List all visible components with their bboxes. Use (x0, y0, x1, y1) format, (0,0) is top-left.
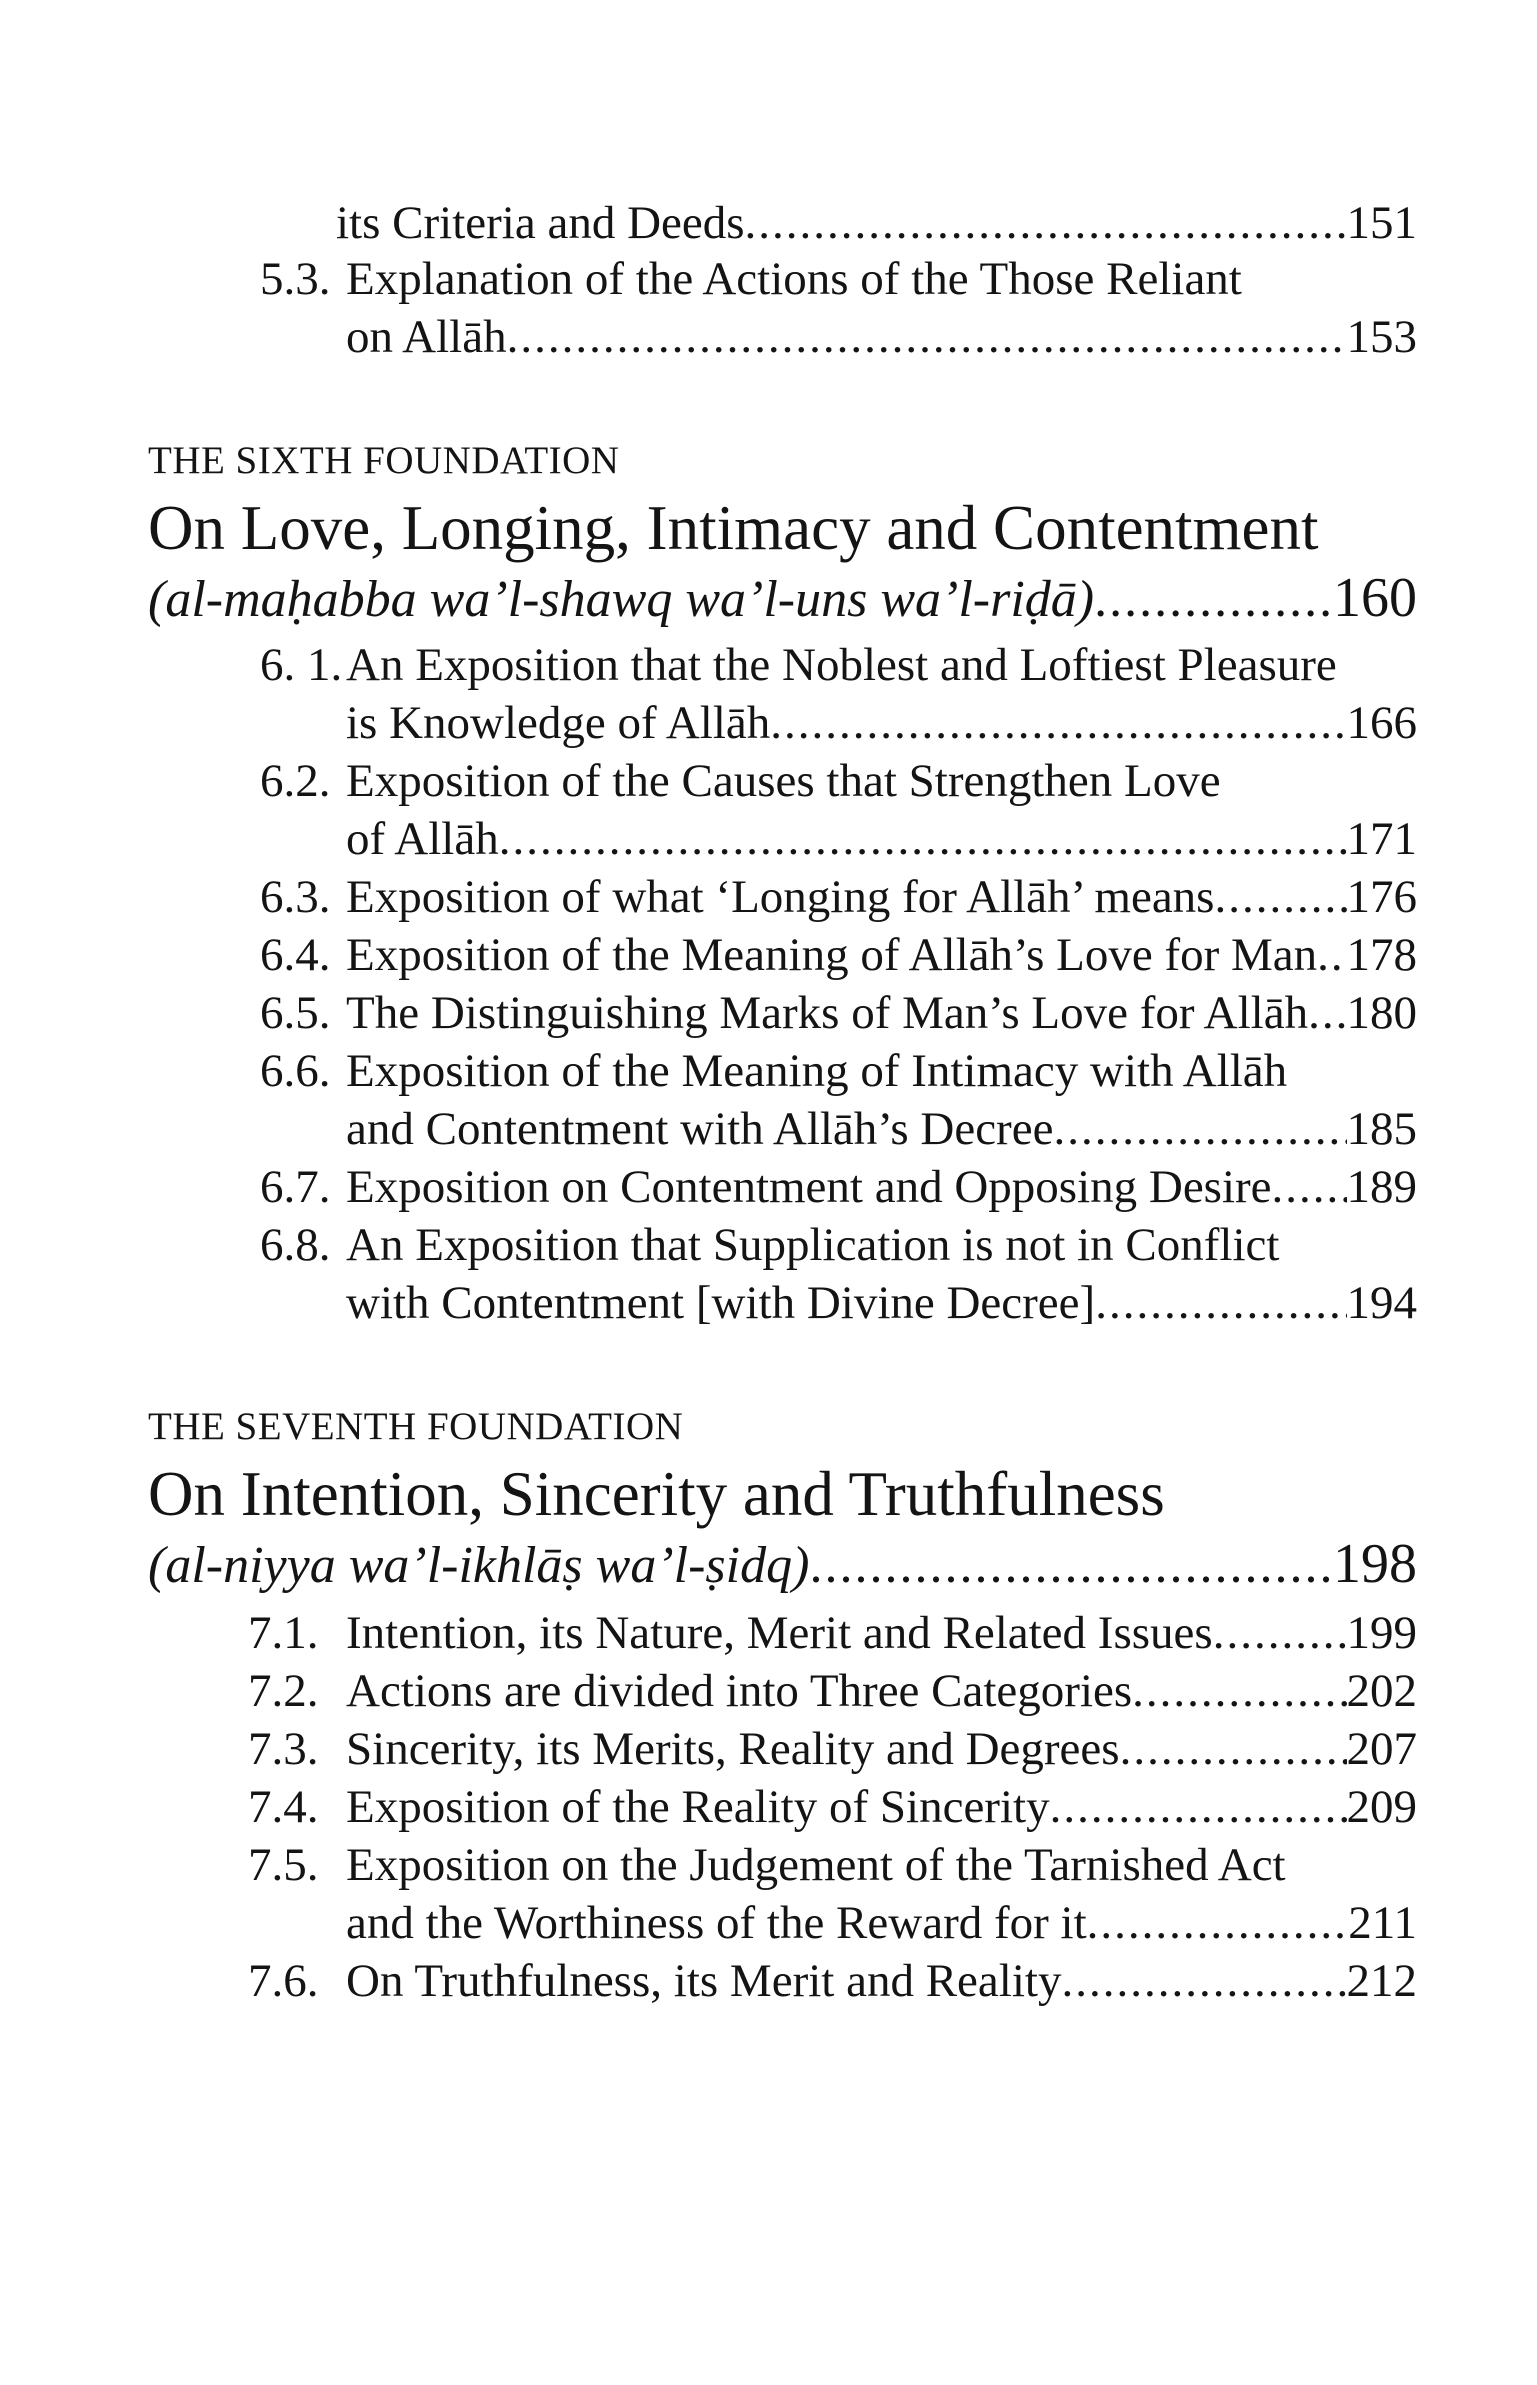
toc-entry-number: 6. 1. (260, 639, 343, 691)
toc-entry-title: Exposition on the Judgement of the Tarnished Act (346, 1839, 1286, 1891)
toc-entry-continuation[interactable] (346, 694, 1417, 752)
leader-dots (1095, 1274, 1346, 1332)
toc-entry-page: 185 (1346, 1103, 1417, 1155)
toc-entry-title-cont: of Allāh (346, 813, 499, 865)
toc-entry-number: 6.5. (260, 987, 331, 1039)
leader-dots (1214, 868, 1346, 926)
toc-entry[interactable] (248, 1604, 1417, 1662)
toc-entry-page: 189 (1346, 1161, 1417, 1213)
section-transliteration: (al-niyya wa’l-ikhlāṣ wa’l-ṣidq) (148, 1537, 810, 1594)
section-label: THE SIXTH FOUNDATION (148, 439, 620, 482)
toc-entry-page: 199 (1346, 1607, 1417, 1659)
toc-entry-page: 151 (1346, 197, 1417, 249)
toc-entry-title-cont: with Contentment [with Divine Decree] (346, 1277, 1096, 1329)
leader-dots (1120, 1720, 1347, 1778)
section-label: THE SEVENTH FOUNDATION (148, 1405, 684, 1448)
leader-dots (745, 194, 1347, 252)
toc-entry-page: 171 (1346, 813, 1417, 865)
toc-entry[interactable] (248, 1778, 1417, 1836)
toc-entry-page: 198 (1333, 1533, 1417, 1595)
toc-entry-title: An Exposition that Supplication is not in Conflict (346, 1219, 1280, 1271)
toc-entry-title: Intention, its Nature, Merit and Related Issues (346, 1607, 1213, 1659)
toc-entry-continuation[interactable] (346, 1894, 1417, 1952)
toc-entry-title: Sincerity, its Merits, Reality and Degrees (346, 1723, 1120, 1775)
toc-entry-title: Exposition of the Meaning of Allāh’s Love for Man (346, 929, 1318, 981)
toc-entry[interactable] (336, 194, 1417, 252)
leader-dots (499, 810, 1347, 868)
toc-entry-page: 211 (1348, 1897, 1417, 1949)
toc-entry-number: 7.2. (248, 1665, 319, 1717)
toc-entry[interactable] (260, 984, 1417, 1042)
toc-entry-title: An Exposition that the Noblest and Loftiest Pleasure (346, 639, 1337, 691)
toc-entry-number: 6.4. (260, 929, 331, 981)
toc-entry-page: 160 (1333, 567, 1417, 629)
toc-entry-title: Exposition of the Reality of Sincerity (346, 1781, 1050, 1833)
toc-entry-page: 176 (1346, 871, 1417, 923)
toc-entry-title: On Truthfulness, its Merit and Reality (346, 1955, 1062, 2007)
toc-entry-number: 6.2. (260, 755, 331, 807)
toc-entry-continuation[interactable] (346, 810, 1417, 868)
toc-entry[interactable] (260, 868, 1417, 926)
toc-entry-title-cont: is Knowledge of Allāh (346, 697, 771, 749)
toc-entry-number: 7.5. (248, 1839, 319, 1891)
toc-entry-number: 6.3. (260, 871, 331, 923)
toc-entry[interactable] (260, 1158, 1417, 1216)
toc-entry-page: 166 (1346, 697, 1417, 749)
toc-entry[interactable] (260, 926, 1417, 984)
leader-dots (1050, 1778, 1347, 1836)
toc-entry-number: 7.3. (248, 1723, 319, 1775)
toc-entry-number: 6.7. (260, 1161, 331, 1213)
toc-entry[interactable] (260, 1216, 1279, 1274)
leader-dots (1317, 926, 1346, 984)
toc-entry-number: 5.3. (260, 253, 331, 305)
leader-dots (1061, 1952, 1346, 2010)
leader-dots (1213, 1604, 1347, 1662)
toc-entry-title: its Criteria and Deeds (336, 197, 745, 249)
toc-entry-page: 209 (1346, 1781, 1417, 1833)
toc-entry-page: 202 (1346, 1665, 1417, 1717)
section-heading-entry[interactable] (148, 566, 1417, 632)
section-title: On Love, Longing, Intimacy and Contentment (148, 493, 1319, 563)
toc-entry-title: The Distinguishing Marks of Man’s Love for Allāh (346, 987, 1309, 1039)
toc-entry[interactable] (248, 1662, 1417, 1720)
section-title: On Intention, Sincerity and Truthfulness (148, 1459, 1165, 1529)
toc-entry[interactable] (260, 1042, 1287, 1100)
leader-dots (1308, 984, 1346, 1042)
toc-entry[interactable] (260, 250, 1242, 308)
toc-entry[interactable] (248, 1952, 1417, 2010)
toc-entry-title: Exposition of the Causes that Strengthen Love (346, 755, 1221, 807)
toc-entry[interactable] (248, 1836, 1286, 1894)
leader-dots (1132, 1662, 1346, 1720)
toc-entry-continuation[interactable] (346, 1100, 1417, 1158)
toc-entry-title: Actions are divided into Three Categories (346, 1665, 1133, 1717)
toc-entry-page: 178 (1346, 929, 1417, 981)
toc-entry-number: 6.8. (260, 1219, 331, 1271)
toc-entry-continuation[interactable] (346, 1274, 1417, 1332)
section-heading-entry[interactable] (148, 1532, 1417, 1598)
toc-entry-title: Exposition of what ‘Longing for Allāh’ means (346, 871, 1215, 923)
toc-entry-number: 6.6. (260, 1045, 331, 1097)
toc-entry-title-cont: on Allāh (346, 311, 507, 363)
leader-dots (1272, 1158, 1347, 1216)
toc-entry-page: 180 (1346, 987, 1417, 1039)
toc-entry-title: Exposition on Contentment and Opposing Desire (346, 1161, 1272, 1213)
toc-entry-number: 7.4. (248, 1781, 319, 1833)
toc-entry-title-cont: and Contentment with Allāh’s Decree (346, 1103, 1054, 1155)
toc-entry[interactable] (260, 752, 1221, 810)
leader-dots (507, 308, 1347, 366)
toc-entry-title: Exposition of the Meaning of Intimacy with Allāh (346, 1045, 1288, 1097)
leader-dots (1094, 568, 1333, 632)
section-transliteration: (al-maḥabba wa’l-shawq wa’l-uns wa’l-riḍā) (148, 571, 1095, 628)
leader-dots (1053, 1100, 1346, 1158)
leader-dots (1087, 1894, 1349, 1952)
toc-entry-page: 212 (1346, 1955, 1417, 2007)
toc-entry-number: 7.1. (248, 1607, 319, 1659)
toc-entry-title-cont: and the Worthiness of the Reward for it (346, 1897, 1087, 1949)
toc-entry-page: 153 (1346, 311, 1417, 363)
toc-entry[interactable] (248, 1720, 1417, 1778)
leader-dots (809, 1534, 1333, 1598)
toc-entry-page: 194 (1346, 1277, 1417, 1329)
toc-entry[interactable] (260, 636, 1337, 694)
toc-entry-number: 7.6. (248, 1955, 319, 2007)
toc-entry-continuation[interactable] (346, 308, 1417, 366)
toc-entry-page: 207 (1346, 1723, 1417, 1775)
toc-entry-title: Explanation of the Actions of the Those Reliant (346, 253, 1242, 305)
leader-dots (770, 694, 1346, 752)
